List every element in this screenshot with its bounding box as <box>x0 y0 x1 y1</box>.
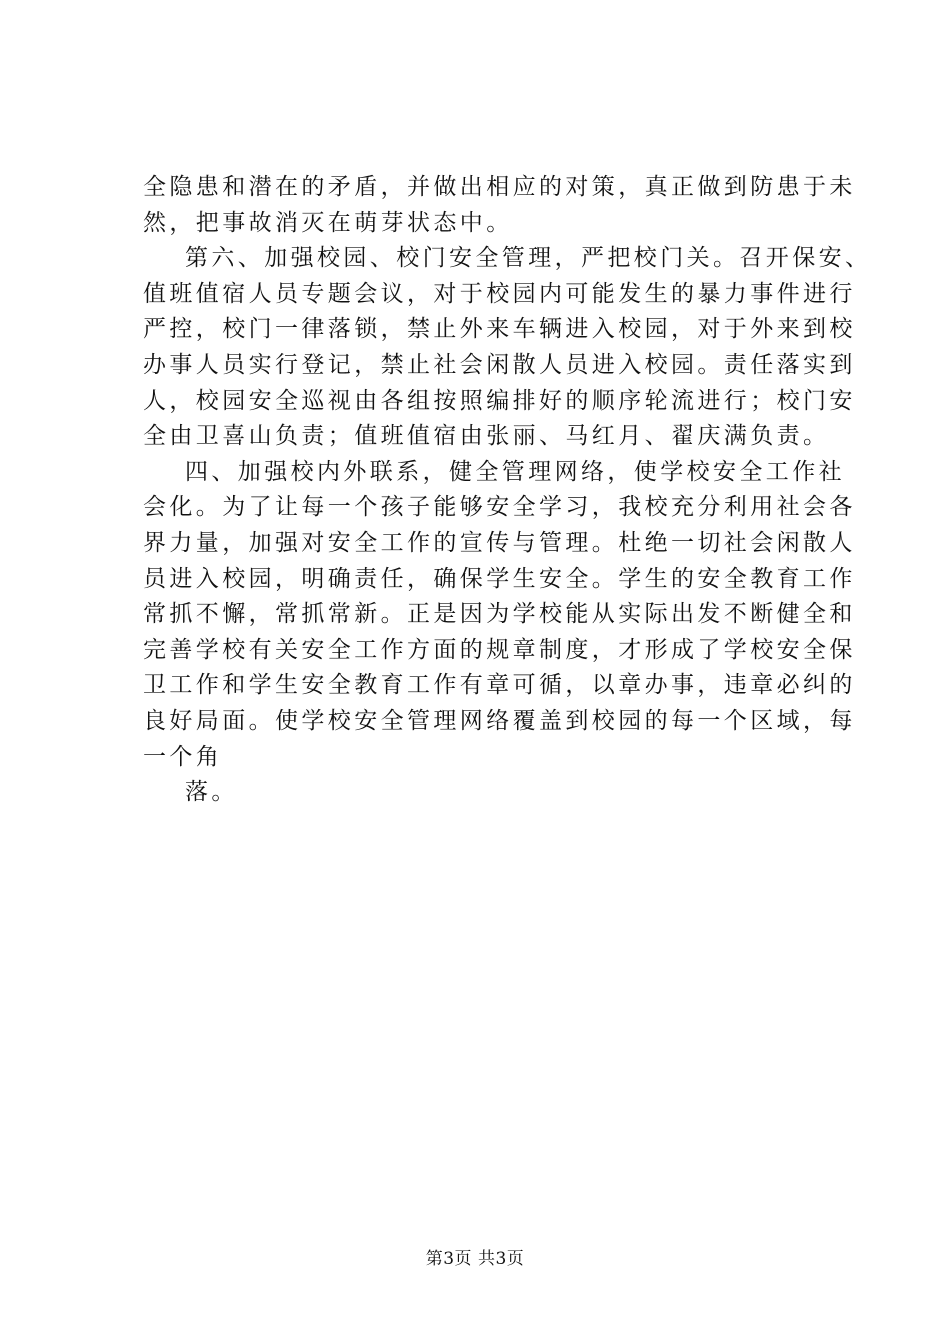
text-line: 严控，校门一律落锁，禁止外来车辆进入校园，对于外来到校 <box>143 316 856 343</box>
paragraph-start-line: 四、加强校内外联系，健全管理网络，使学校安全工作社 <box>185 458 845 485</box>
text-line: 员进入校园，明确责任，确保学生安全。学生的安全教育工作 <box>143 565 856 592</box>
paragraph-start-line: 第六、加强校园、校门安全管理，严把校门关。召开保安、 <box>185 245 872 272</box>
text-line: 良好局面。使学校安全管理网络覆盖到校园的每一个区域，每 <box>143 707 856 734</box>
text-line: 人，校园安全巡视由各组按照编排好的顺序轮流进行；校门安 <box>143 387 856 414</box>
text-line: 一个角 <box>143 743 223 770</box>
text-line: 常抓不懈，常抓常新。正是因为学校能从实际出发不断健全和 <box>143 601 856 628</box>
text-line: 界力量，加强对安全工作的宣传与管理。杜绝一切社会闲散人 <box>143 529 856 556</box>
text-line: 卫工作和学生安全教育工作有章可循，以章办事，违章必纠的 <box>143 672 856 699</box>
text-line: 值班值宿人员专题会议，对于校园内可能发生的暴力事件进行 <box>143 280 856 307</box>
text-line: 会化。为了让每一个孩子能够安全学习，我校充分利用社会各 <box>143 494 856 521</box>
text-line: 完善学校有关安全工作方面的规章制度，才形成了学校安全保 <box>143 636 856 663</box>
text-line: 全隐患和潜在的矛盾，并做出相应的对策，真正做到防患于未 <box>143 174 856 200</box>
paragraph-start-line: 落。 <box>185 779 238 806</box>
document-body <box>143 170 872 811</box>
text-line: 全由卫喜山负责；值班值宿由张丽、马红月、翟庆满负责。 <box>143 423 830 450</box>
text-line: 办事人员实行登记，禁止社会闲散人员进入校园。责任落实到 <box>143 351 856 378</box>
page-number-label: 第3页 共3页 <box>425 1249 525 1269</box>
text-line: 然，把事故消灭在萌芽状态中。 <box>143 209 513 236</box>
page-footer <box>0 1244 950 1269</box>
